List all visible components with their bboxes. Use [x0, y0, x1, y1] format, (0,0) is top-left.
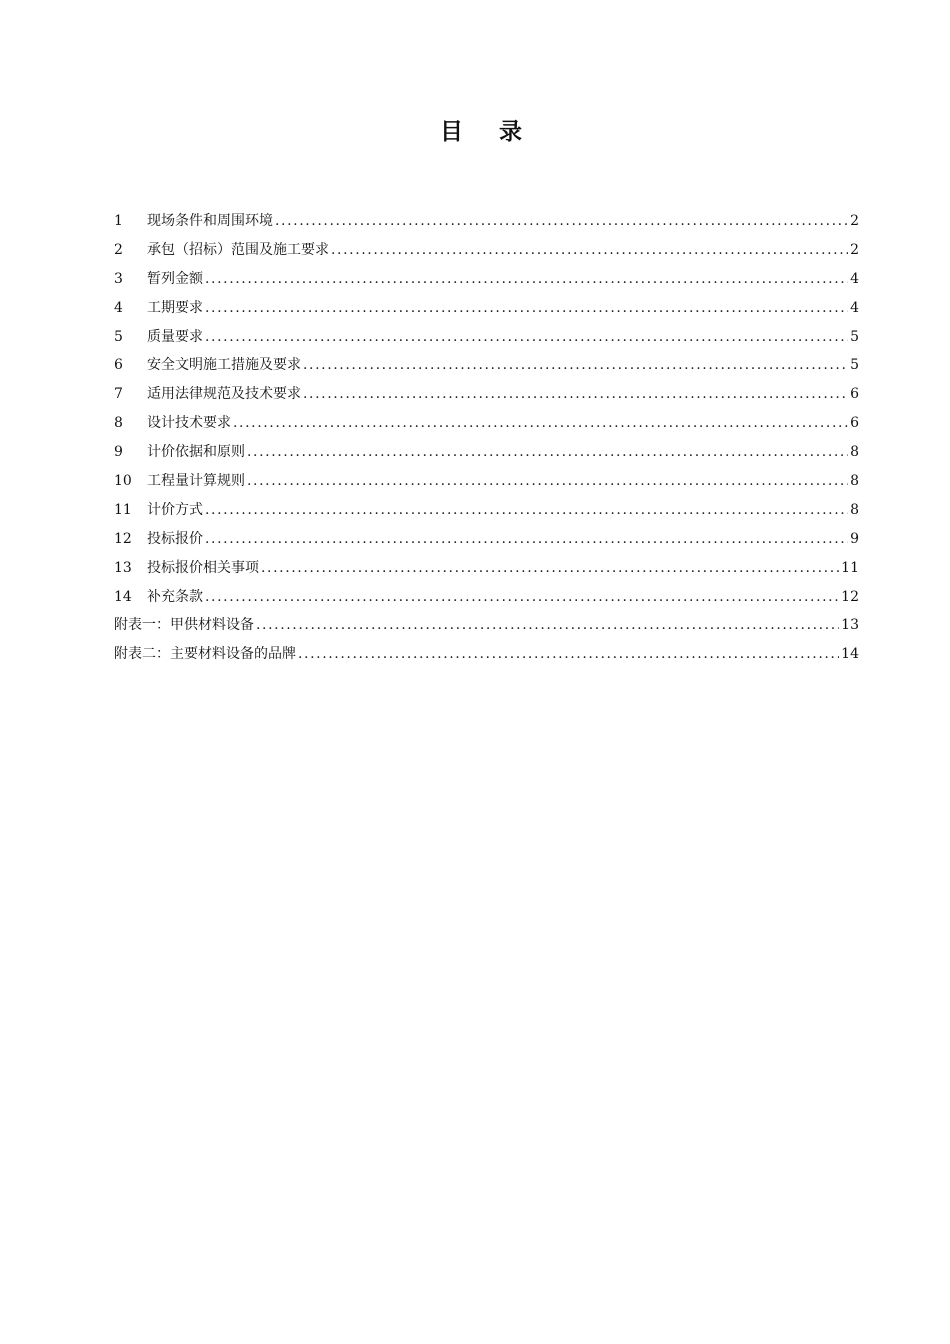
toc-entry-title: 安全文明施工措施及要求 [147, 357, 301, 374]
toc-entry-number: 8 [114, 415, 123, 432]
toc-dot-leader [303, 351, 848, 380]
toc-entry-page: 13 [841, 617, 859, 634]
toc-entry-page: 8 [850, 444, 859, 461]
toc-entry-title: 现场条件和周围环境 [147, 213, 273, 229]
toc-entry[interactable] [114, 525, 859, 554]
toc-entry-page: 2 [850, 241, 859, 258]
toc-dot-leader [247, 438, 848, 467]
toc-entry-page: 4 [850, 270, 859, 287]
toc-entry[interactable] [114, 294, 859, 323]
toc-dot-leader [205, 525, 848, 554]
toc-entry[interactable] [114, 496, 859, 525]
toc-entry-title: 附表一：甲供材料设备 [114, 617, 254, 634]
toc-entry-page: 2 [850, 213, 859, 229]
toc-entry[interactable] [114, 323, 859, 352]
toc-entry-appendix[interactable] [114, 640, 859, 669]
toc-entry-number: 9 [114, 444, 123, 461]
toc-entry-title: 适用法律规范及技术要求 [147, 386, 301, 403]
toc-entry-number: 12 [114, 530, 132, 547]
toc-entry-number: 7 [114, 386, 123, 403]
toc-dot-leader [205, 294, 848, 323]
toc-dot-leader [205, 265, 848, 294]
toc-entry-number: 14 [114, 588, 132, 605]
toc-entry-page: 5 [850, 357, 859, 374]
toc-entry-page: 4 [850, 299, 859, 316]
toc-entry-page: 6 [850, 386, 859, 403]
toc-dot-leader [247, 467, 848, 496]
toc-entry-number: 2 [114, 241, 123, 258]
toc-entry-number: 4 [114, 299, 123, 316]
toc-dot-leader [205, 583, 839, 612]
toc-entry-page: 11 [841, 559, 859, 576]
toc-entry-page: 8 [850, 473, 859, 490]
toc-entry-title: 设计技术要求 [147, 415, 231, 432]
toc-entry-title: 质量要求 [147, 328, 203, 345]
toc-entry-page: 9 [850, 530, 859, 547]
toc-entry-title: 工期要求 [147, 299, 203, 316]
toc-entry-page: 14 [841, 646, 859, 663]
toc-entry-title: 工程量计算规则 [147, 473, 245, 490]
toc-dot-leader [233, 409, 848, 438]
toc-entry-appendix[interactable] [114, 611, 859, 640]
toc-entry[interactable] [114, 554, 859, 583]
toc-entry-number: 5 [114, 328, 123, 345]
toc-entry-title: 投标报价相关事项 [147, 559, 259, 576]
toc-entry-title: 附表二：主要材料设备的品牌 [114, 646, 296, 663]
toc-title: 目 录 [439, 119, 536, 145]
toc-entry-number: 11 [114, 501, 132, 518]
toc-entry-title: 投标报价 [147, 530, 203, 547]
toc-entry-page: 6 [850, 415, 859, 432]
toc-entry[interactable] [114, 438, 859, 467]
toc-dot-leader [298, 640, 839, 669]
toc-dot-leader [205, 496, 848, 525]
toc-entry-title: 承包（招标）范围及施工要求 [147, 241, 329, 258]
toc-entry-title: 补充条款 [147, 588, 203, 605]
toc-dot-leader [205, 323, 848, 352]
toc-entry-page: 8 [850, 501, 859, 518]
toc-list [114, 207, 859, 669]
toc-dot-leader [331, 236, 848, 265]
toc-entry[interactable] [114, 351, 859, 380]
toc-entry-number: 1 [114, 213, 123, 229]
toc-entry[interactable] [114, 380, 859, 409]
toc-entry-page: 5 [850, 328, 859, 345]
toc-dot-leader [261, 554, 839, 583]
toc-entry[interactable] [114, 583, 859, 612]
toc-entry-number: 3 [114, 270, 123, 287]
toc-entry-number: 10 [114, 473, 132, 490]
toc-dot-leader [256, 611, 839, 640]
toc-entry[interactable] [114, 409, 859, 438]
toc-entry[interactable] [114, 265, 859, 294]
toc-entry[interactable] [114, 207, 859, 236]
toc-dot-leader [275, 207, 848, 236]
toc-entry[interactable] [114, 236, 859, 265]
toc-entry[interactable] [114, 467, 859, 496]
toc-entry-number: 13 [114, 559, 132, 576]
toc-entry-title: 暂列金额 [147, 270, 203, 287]
toc-entry-title: 计价方式 [147, 501, 203, 518]
toc-dot-leader [303, 380, 848, 409]
toc-entry-page: 12 [841, 588, 859, 605]
toc-entry-title: 计价依据和原则 [147, 444, 245, 461]
toc-entry-number: 6 [114, 357, 123, 374]
